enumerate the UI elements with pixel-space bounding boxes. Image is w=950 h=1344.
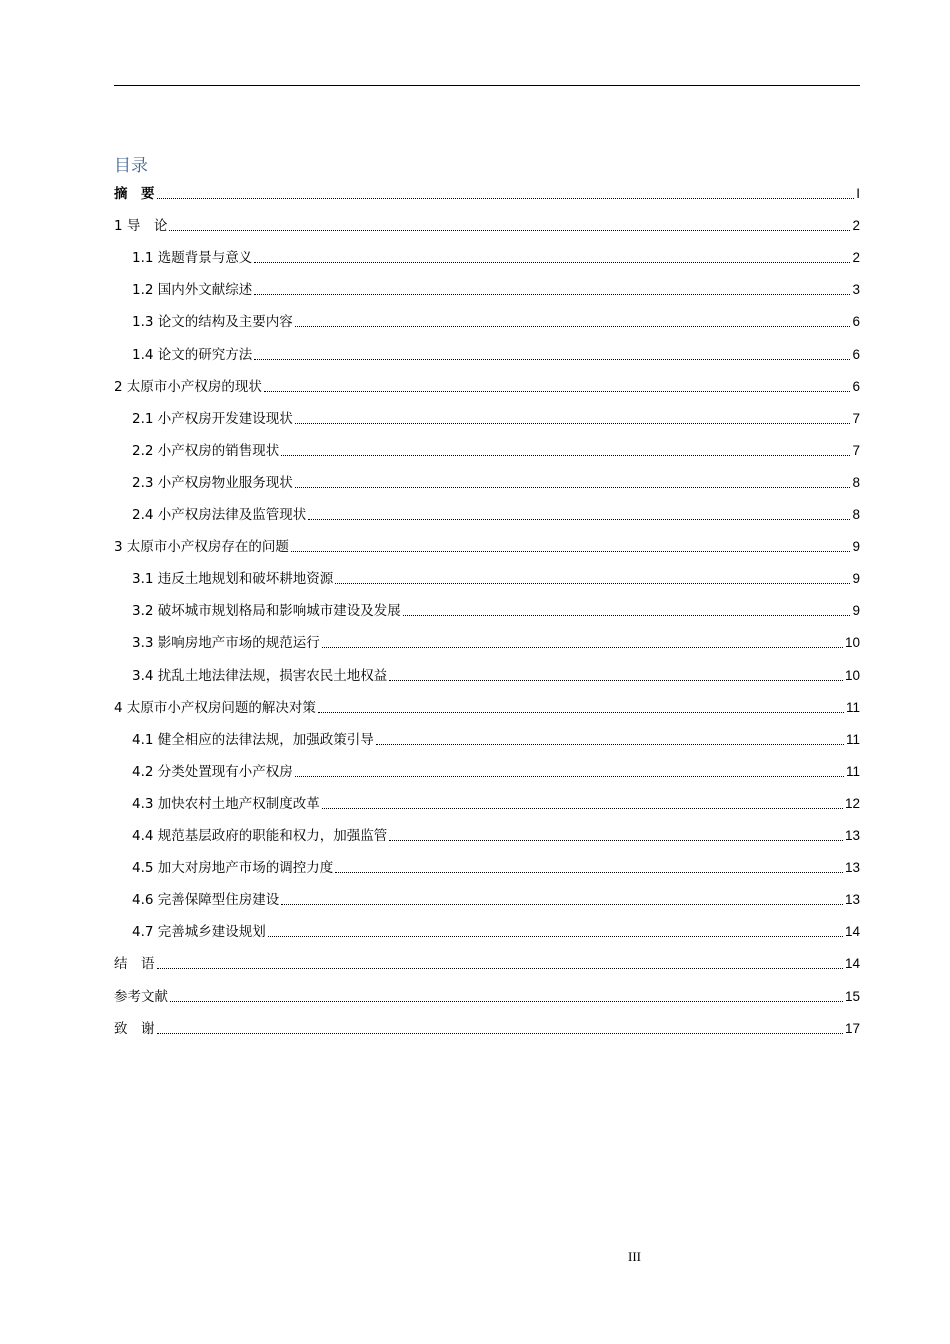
toc-entry-label: 3.4 扰乱土地法律法规，损害农民土地权益 <box>132 667 388 684</box>
toc-leader-dots <box>295 487 851 488</box>
toc-entry[interactable] <box>132 500 860 524</box>
toc-entry[interactable] <box>132 853 860 877</box>
toc-leader-dots <box>335 583 850 584</box>
toc-entry-label: 4.1 健全相应的法律法规，加强政策引导 <box>132 731 374 748</box>
toc-entry-page: 2 <box>852 218 860 234</box>
toc-entry[interactable] <box>132 340 860 364</box>
toc-entry-page: 11 <box>845 763 860 779</box>
toc-entry[interactable] <box>132 275 860 299</box>
toc-entry-label: 4.3 加快农村土地产权制度改革 <box>132 795 320 812</box>
toc-entry-label: 3.3 影响房地产市场的规范运行 <box>132 635 320 652</box>
toc-entry-page: 9 <box>852 571 860 587</box>
toc-entry-page: 7 <box>852 410 860 426</box>
toc-leader-dots <box>170 1001 843 1002</box>
toc-entry-label: 结 语 <box>114 956 155 973</box>
toc-entry-page: 9 <box>852 603 860 619</box>
toc-entry-label: 1.3 论文的结构及主要内容 <box>132 314 293 331</box>
toc-entry[interactable] <box>132 243 860 267</box>
toc-entry-page: 6 <box>852 346 860 362</box>
toc-entry-page: 17 <box>844 1020 860 1036</box>
toc-leader-dots <box>157 198 855 199</box>
toc-entry[interactable] <box>132 468 860 492</box>
toc-entry-label: 1.2 国内外文献综述 <box>132 282 253 299</box>
toc-entry-label: 参考文献 <box>114 988 168 1005</box>
toc-entry[interactable] <box>114 532 860 556</box>
toc-entry-page: 6 <box>852 314 860 330</box>
toc-entry-label: 2.3 小产权房物业服务现状 <box>132 474 293 491</box>
toc-entry-page: 10 <box>844 667 860 683</box>
toc-leader-dots <box>157 1033 843 1034</box>
toc-entry-label: 4.6 完善保障型住房建设 <box>132 892 280 909</box>
toc-leader-dots <box>281 904 843 905</box>
toc-entry[interactable] <box>114 211 860 235</box>
toc-entry-page: 14 <box>844 924 860 940</box>
toc-leader-dots <box>295 776 844 777</box>
toc-entry-page: 8 <box>852 474 860 490</box>
toc-entry-page: 6 <box>852 378 860 394</box>
toc-entry[interactable] <box>132 917 860 941</box>
toc-entry[interactable] <box>132 596 860 620</box>
toc-entry[interactable] <box>132 564 860 588</box>
toc-entry-page: 13 <box>844 828 860 843</box>
toc-entry-page: 12 <box>844 795 860 811</box>
toc-leader-dots <box>318 712 844 713</box>
toc-entry[interactable] <box>132 628 860 652</box>
toc-entry[interactable] <box>132 725 860 749</box>
toc-leader-dots <box>157 968 843 969</box>
toc-entry-page: 15 <box>844 988 860 1004</box>
toc-entry-label: 摘 要 <box>114 186 155 202</box>
toc-leader-dots <box>308 519 850 520</box>
toc-leader-dots <box>389 840 843 841</box>
toc-entry-label: 4.7 完善城乡建设规划 <box>132 924 266 941</box>
toc-entry-label: 1.4 论文的研究方法 <box>132 346 253 363</box>
toc-leader-dots <box>389 680 843 681</box>
toc-leader-dots <box>264 391 851 392</box>
toc-leader-dots <box>322 808 843 809</box>
toc-entry-label: 1.1 选题背景与意义 <box>132 250 253 267</box>
toc-entry-page: 2 <box>852 250 860 266</box>
toc-entry[interactable] <box>132 307 860 331</box>
toc-leader-dots <box>254 359 850 360</box>
toc-leader-dots <box>335 872 843 873</box>
toc-entry-label: 3.1 违反土地规划和破坏耕地资源 <box>132 571 334 588</box>
toc-leader-dots <box>403 615 851 616</box>
toc-entry-label: 4.5 加大对房地产市场的调控力度 <box>132 860 334 877</box>
toc-entry-label: 3 太原市小产权房存在的问题 <box>114 539 289 556</box>
toc-entry-page: 9 <box>852 539 860 555</box>
toc-leader-dots <box>268 936 843 937</box>
toc-entry-label: 2.2 小产权房的销售现状 <box>132 442 280 459</box>
header-rule <box>114 85 860 86</box>
toc-entry-label: 4.4 规范基层政府的职能和权力，加强监管 <box>132 828 388 844</box>
toc-entry-page: 13 <box>844 892 860 908</box>
toc-entry[interactable] <box>114 179 860 203</box>
page-number: III <box>628 1249 641 1264</box>
toc-entry[interactable] <box>114 693 860 717</box>
toc-entry-page: 7 <box>852 442 860 458</box>
toc-leader-dots <box>254 294 850 295</box>
toc-entry[interactable] <box>114 372 860 396</box>
toc-leader-dots <box>169 230 850 231</box>
toc-leader-dots <box>281 455 850 456</box>
toc-entry-label: 1 导 论 <box>114 218 168 235</box>
toc-entry-label: 2.4 小产权房法律及监管现状 <box>132 507 307 523</box>
toc-entry-label: 2.1 小产权房开发建设现状 <box>132 410 293 427</box>
toc-entry-label: 4 太原市小产权房问题的解决对策 <box>114 699 316 716</box>
toc-entry[interactable] <box>114 982 860 1006</box>
toc-leader-dots <box>295 423 851 424</box>
toc-leader-dots <box>376 744 844 745</box>
toc-entry-label: 3.2 破坏城市规划格局和影响城市建设及发展 <box>132 603 401 620</box>
toc-entry[interactable] <box>114 949 860 973</box>
toc-entry-page: 3 <box>852 282 860 298</box>
toc-entry-page: I <box>856 186 860 201</box>
toc-entry[interactable] <box>132 436 860 460</box>
toc-entry[interactable] <box>132 404 860 428</box>
toc-title: 目录 <box>114 156 148 176</box>
toc-entry-page: 10 <box>844 635 860 651</box>
toc-leader-dots <box>291 551 851 552</box>
toc-entry[interactable] <box>132 757 860 781</box>
toc-entry[interactable] <box>114 1014 860 1038</box>
toc-entry-page: 14 <box>844 956 860 972</box>
toc-entry-page: 13 <box>844 860 860 876</box>
toc-entry[interactable] <box>132 661 860 685</box>
toc-entry-page: 11 <box>845 699 860 715</box>
toc-entry-label: 2 太原市小产权房的现状 <box>114 378 262 395</box>
toc-entry[interactable] <box>132 821 860 845</box>
toc-leader-dots <box>254 262 850 263</box>
toc-leader-dots <box>322 647 843 648</box>
toc-entry-page: 8 <box>852 507 860 522</box>
toc-leader-dots <box>295 326 851 327</box>
toc-entry-label: 致 谢 <box>114 1020 155 1037</box>
toc-entry[interactable] <box>132 789 860 813</box>
toc-entry-label: 4.2 分类处置现有小产权房 <box>132 763 293 780</box>
toc-entry[interactable] <box>132 885 860 909</box>
toc-entry-page: 11 <box>845 731 860 747</box>
